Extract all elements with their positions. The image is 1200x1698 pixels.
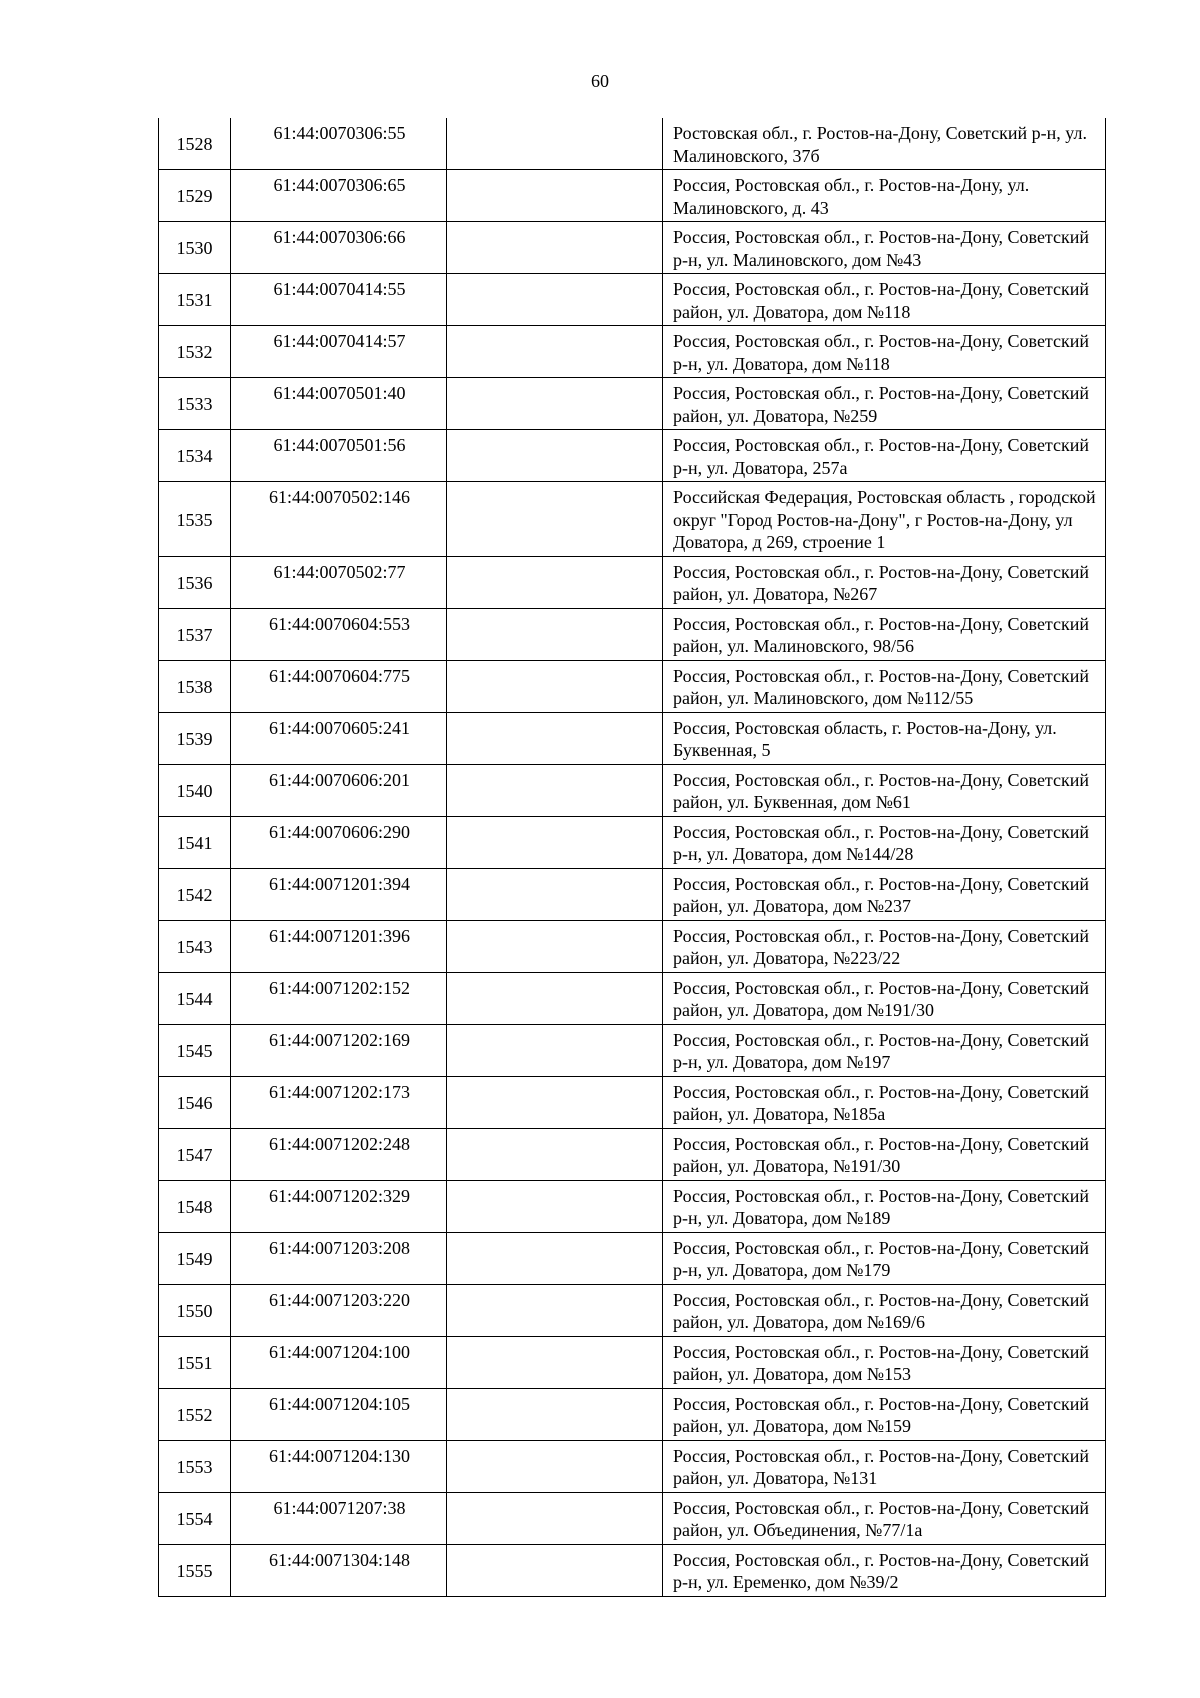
empty-cell — [447, 1128, 663, 1180]
empty-cell — [447, 608, 663, 660]
cadastral-number-cell: 61:44:0071203:220 — [231, 1284, 447, 1336]
table-row — [159, 1284, 1106, 1336]
row-number-cell: 1530 — [159, 222, 231, 274]
address-cell: Россия, Ростовская обл., г. Ростов-на-Дону, Советский р-н, ул. Доватора, дом №197 — [663, 1024, 1106, 1076]
cadastral-number-cell: 61:44:0070502:146 — [231, 482, 447, 557]
cadastral-number-cell: 61:44:0070606:290 — [231, 816, 447, 868]
row-number-cell: 1554 — [159, 1492, 231, 1544]
row-number-cell: 1552 — [159, 1388, 231, 1440]
empty-cell — [447, 170, 663, 222]
address-cell: Россия, Ростовская обл., г. Ростов-на-Дону, Советский р-н, ул. Малиновского, дом №43 — [663, 222, 1106, 274]
table-row — [159, 764, 1106, 816]
empty-cell — [447, 222, 663, 274]
empty-cell — [447, 1024, 663, 1076]
row-number-cell: 1550 — [159, 1284, 231, 1336]
address-cell: Россия, Ростовская обл., г. Ростов-на-Дону, Советский район, ул. Доватора, дом №159 — [663, 1388, 1106, 1440]
row-number-cell: 1532 — [159, 326, 231, 378]
row-number-cell: 1538 — [159, 660, 231, 712]
cadastral-table — [158, 118, 1106, 1597]
cadastral-number-cell: 61:44:0070501:40 — [231, 378, 447, 430]
table-row — [159, 378, 1106, 430]
cadastral-number-cell: 61:44:0071207:38 — [231, 1492, 447, 1544]
cadastral-number-cell: 61:44:0071203:208 — [231, 1232, 447, 1284]
address-cell: Россия, Ростовская обл., г. Ростов-на-Дону, Советский р-н, ул. Доватора, дом №118 — [663, 326, 1106, 378]
empty-cell — [447, 972, 663, 1024]
table-row — [159, 1024, 1106, 1076]
address-cell: Россия, Ростовская обл., г. Ростов-на-Дону, Советский район, ул. Доватора, №185а — [663, 1076, 1106, 1128]
empty-cell — [447, 1076, 663, 1128]
address-cell: Россия, Ростовская обл., г. Ростов-на-Дону, Советский район, ул. Доватора, №223/22 — [663, 920, 1106, 972]
empty-cell — [447, 482, 663, 557]
address-cell: Россия, Ростовская обл., г. Ростов-на-Дону, Советский район, ул. Доватора, №191/30 — [663, 1128, 1106, 1180]
table-row — [159, 1336, 1106, 1388]
row-number-cell: 1540 — [159, 764, 231, 816]
row-number-cell: 1539 — [159, 712, 231, 764]
cadastral-number-cell: 61:44:0070604:553 — [231, 608, 447, 660]
cadastral-number-cell: 61:44:0070306:65 — [231, 170, 447, 222]
cadastral-number-cell: 61:44:0071202:173 — [231, 1076, 447, 1128]
row-number-cell: 1537 — [159, 608, 231, 660]
cadastral-number-cell: 61:44:0071204:105 — [231, 1388, 447, 1440]
table-row — [159, 556, 1106, 608]
cadastral-table-body — [159, 118, 1106, 1596]
cadastral-number-cell: 61:44:0070606:201 — [231, 764, 447, 816]
table-row — [159, 118, 1106, 170]
row-number-cell: 1555 — [159, 1544, 231, 1596]
address-cell: Ростовская обл., г. Ростов-на-Дону, Советский р-н, ул. Малиновского, 37б — [663, 118, 1106, 170]
table-row — [159, 608, 1106, 660]
row-number-cell: 1542 — [159, 868, 231, 920]
cadastral-number-cell: 61:44:0071204:130 — [231, 1440, 447, 1492]
row-number-cell: 1528 — [159, 118, 231, 170]
address-cell: Россия, Ростовская обл., г. Ростов-на-Дону, Советский р-н, ул. Доватора, дом №189 — [663, 1180, 1106, 1232]
row-number-cell: 1544 — [159, 972, 231, 1024]
address-cell: Российская Федерация, Ростовская область , городской округ "Город Ростов-на-Дону", г Ростов-на-Дону, ул Доватора, д 269, строение 1 — [663, 482, 1106, 557]
empty-cell — [447, 1232, 663, 1284]
cadastral-number-cell: 61:44:0070501:56 — [231, 430, 447, 482]
empty-cell — [447, 274, 663, 326]
table-row — [159, 326, 1106, 378]
empty-cell — [447, 868, 663, 920]
cadastral-number-cell: 61:44:0070306:55 — [231, 118, 447, 170]
row-number-cell: 1531 — [159, 274, 231, 326]
table-row — [159, 1232, 1106, 1284]
empty-cell — [447, 1492, 663, 1544]
cadastral-number-cell: 61:44:0071201:396 — [231, 920, 447, 972]
address-cell: Россия, Ростовская обл., г. Ростов-на-Дону, Советский р-н, ул. Доватора, дом №179 — [663, 1232, 1106, 1284]
address-cell: Россия, Ростовская обл., г. Ростов-на-Дону, ул. Малиновского, д. 43 — [663, 170, 1106, 222]
address-cell: Россия, Ростовская обл., г. Ростов-на-Дону, Советский район, ул. Буквенная, дом №61 — [663, 764, 1106, 816]
table-row — [159, 274, 1106, 326]
cadastral-number-cell: 61:44:0070502:77 — [231, 556, 447, 608]
table-row — [159, 816, 1106, 868]
table-row — [159, 868, 1106, 920]
address-cell: Россия, Ростовская обл., г. Ростов-на-Дону, Советский район, ул. Объединения, №77/1а — [663, 1492, 1106, 1544]
address-cell: Россия, Ростовская обл., г. Ростов-на-Дону, Советский район, ул. Доватора, №131 — [663, 1440, 1106, 1492]
table-row — [159, 1128, 1106, 1180]
table-row — [159, 1388, 1106, 1440]
address-cell: Россия, Ростовская обл., г. Ростов-на-Дону, Советский район, ул. Доватора, №259 — [663, 378, 1106, 430]
empty-cell — [447, 764, 663, 816]
address-cell: Россия, Ростовская обл., г. Ростов-на-Дону, Советский район, ул. Доватора, дом №153 — [663, 1336, 1106, 1388]
address-cell: Россия, Ростовская обл., г. Ростов-на-Дону, Советский район, ул. Доватора, дом №191/30 — [663, 972, 1106, 1024]
empty-cell — [447, 1544, 663, 1596]
address-cell: Россия, Ростовская обл., г. Ростов-на-Дону, Советский район, ул. Доватора, №267 — [663, 556, 1106, 608]
cadastral-number-cell: 61:44:0071202:248 — [231, 1128, 447, 1180]
table-row — [159, 430, 1106, 482]
address-cell: Россия, Ростовская обл., г. Ростов-на-Дону, Советский район, ул. Малиновского, 98/56 — [663, 608, 1106, 660]
table-row — [159, 660, 1106, 712]
table-row — [159, 482, 1106, 557]
empty-cell — [447, 1336, 663, 1388]
empty-cell — [447, 712, 663, 764]
row-number-cell: 1546 — [159, 1076, 231, 1128]
table-row — [159, 1544, 1106, 1596]
empty-cell — [447, 1440, 663, 1492]
cadastral-number-cell: 61:44:0071202:169 — [231, 1024, 447, 1076]
empty-cell — [447, 378, 663, 430]
row-number-cell: 1547 — [159, 1128, 231, 1180]
table-row — [159, 1180, 1106, 1232]
empty-cell — [447, 556, 663, 608]
empty-cell — [447, 660, 663, 712]
empty-cell — [447, 1180, 663, 1232]
address-cell: Россия, Ростовская обл., г. Ростов-на-Дону, Советский р-н, ул. Еременко, дом №39/2 — [663, 1544, 1106, 1596]
empty-cell — [447, 1388, 663, 1440]
row-number-cell: 1536 — [159, 556, 231, 608]
table-row — [159, 712, 1106, 764]
empty-cell — [447, 1284, 663, 1336]
empty-cell — [447, 920, 663, 972]
table-row — [159, 920, 1106, 972]
table-row — [159, 1440, 1106, 1492]
address-cell: Россия, Ростовская обл., г. Ростов-на-Дону, Советский район, ул. Доватора, дом №237 — [663, 868, 1106, 920]
cadastral-number-cell: 61:44:0070414:55 — [231, 274, 447, 326]
page-number: 60 — [591, 71, 609, 91]
row-number-cell: 1553 — [159, 1440, 231, 1492]
cadastral-number-cell: 61:44:0071204:100 — [231, 1336, 447, 1388]
cadastral-number-cell: 61:44:0070605:241 — [231, 712, 447, 764]
address-cell: Россия, Ростовская обл., г. Ростов-на-Дону, Советский район, ул. Доватора, дом №118 — [663, 274, 1106, 326]
row-number-cell: 1533 — [159, 378, 231, 430]
row-number-cell: 1529 — [159, 170, 231, 222]
table-row — [159, 222, 1106, 274]
row-number-cell: 1543 — [159, 920, 231, 972]
row-number-cell: 1549 — [159, 1232, 231, 1284]
cadastral-number-cell: 61:44:0070604:775 — [231, 660, 447, 712]
table-row — [159, 972, 1106, 1024]
table-row — [159, 170, 1106, 222]
table-row — [159, 1492, 1106, 1544]
cadastral-number-cell: 61:44:0071201:394 — [231, 868, 447, 920]
empty-cell — [447, 430, 663, 482]
table-row — [159, 1076, 1106, 1128]
row-number-cell: 1548 — [159, 1180, 231, 1232]
empty-cell — [447, 118, 663, 170]
empty-cell — [447, 816, 663, 868]
cadastral-number-cell: 61:44:0070306:66 — [231, 222, 447, 274]
row-number-cell: 1534 — [159, 430, 231, 482]
cadastral-number-cell: 61:44:0071304:148 — [231, 1544, 447, 1596]
address-cell: Россия, Ростовская область, г. Ростов-на-Дону, ул. Буквенная, 5 — [663, 712, 1106, 764]
cadastral-number-cell: 61:44:0070414:57 — [231, 326, 447, 378]
address-cell: Россия, Ростовская обл., г. Ростов-на-Дону, Советский р-н, ул. Доватора, дом №144/28 — [663, 816, 1106, 868]
cadastral-number-cell: 61:44:0071202:152 — [231, 972, 447, 1024]
address-cell: Россия, Ростовская обл., г. Ростов-на-Дону, Советский район, ул. Малиновского, дом №112/55 — [663, 660, 1106, 712]
row-number-cell: 1541 — [159, 816, 231, 868]
row-number-cell: 1535 — [159, 482, 231, 557]
address-cell: Россия, Ростовская обл., г. Ростов-на-Дону, Советский р-н, ул. Доватора, 257а — [663, 430, 1106, 482]
address-cell: Россия, Ростовская обл., г. Ростов-на-Дону, Советский район, ул. Доватора, дом №169/6 — [663, 1284, 1106, 1336]
cadastral-number-cell: 61:44:0071202:329 — [231, 1180, 447, 1232]
row-number-cell: 1551 — [159, 1336, 231, 1388]
empty-cell — [447, 326, 663, 378]
row-number-cell: 1545 — [159, 1024, 231, 1076]
